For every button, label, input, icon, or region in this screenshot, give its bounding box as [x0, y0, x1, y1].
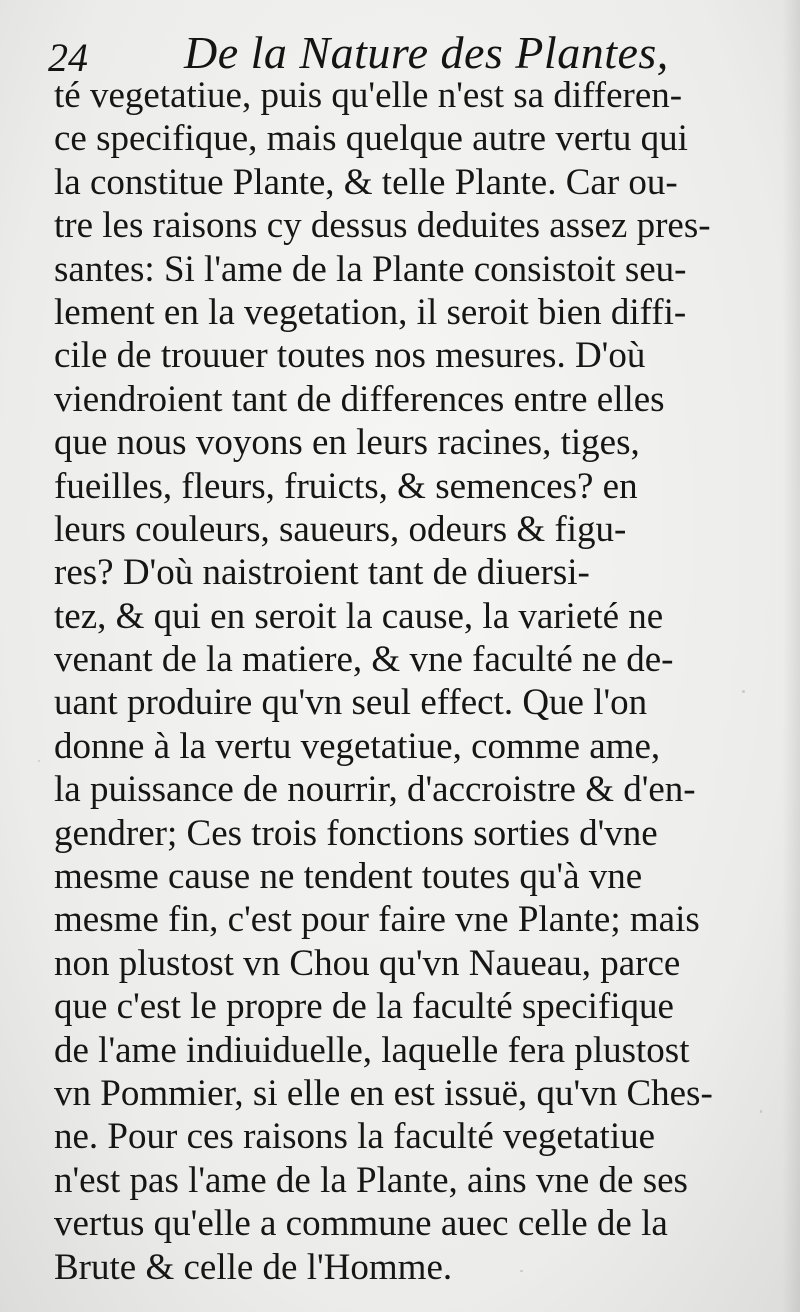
text-line: donne à la vertu vegetatiue, comme ame, [54, 725, 661, 767]
text-line: té vegetatiue, puis qu'elle n'est sa differen- [54, 75, 683, 116]
text-line: venant de la matiere, & vne faculté ne de- [54, 639, 674, 681]
page-number: 24 [48, 35, 88, 80]
text-line: vertus qu'elle a commune auec celle de la [54, 1203, 668, 1245]
text-line: tez, & qui en seroit la cause, la varieté ne [54, 595, 664, 637]
page-edge-shadow [782, 0, 800, 1312]
text-line: que c'est le propre de la faculté specifique [54, 986, 674, 1028]
text-line: mesme cause ne tendent toutes qu'à vne [54, 856, 643, 898]
text-line: la puissance de nourrir, d'accroistre & d'en- [54, 769, 696, 811]
running-title: De la Nature des Plantes, [184, 27, 669, 78]
paper-speck [760, 1110, 762, 1113]
text-line: n'est pas l'ame de la Plante, ains vne de ses [54, 1159, 688, 1201]
text-line: fueilles, fleurs, fruicts, & semences? en [54, 465, 638, 507]
body-text [54, 74, 744, 1289]
running-head [48, 24, 768, 80]
text-line: Brute & celle de l'Homme. [54, 1246, 453, 1288]
paper-speck [38, 760, 40, 762]
text-line: uant produire qu'vn seul effect. Que l'on [54, 682, 648, 724]
text-line: tre les raisons cy dessus deduites assez pres- [54, 205, 711, 247]
text-line: que nous voyons en leurs racines, tiges, [54, 422, 640, 464]
text-line: ce specifique, mais quelque autre vertu qui [54, 118, 688, 160]
paper-speck [520, 1270, 523, 1272]
text-line: gendrer; Ces trois fonctions sorties d'vne [54, 812, 658, 854]
text-line: lement en la vegetation, il seroit bien diffi- [54, 291, 687, 333]
text-line: leurs couleurs, saueurs, odeurs & figu- [54, 508, 627, 550]
text-line: non plustost vn Chou qu'vn Naueau, parce [54, 942, 681, 984]
text-line: mesme fin, c'est pour faire vne Plante; mais [54, 899, 700, 941]
text-line: viendroient tant de differences entre elles [54, 378, 665, 420]
text-line: santes: Si l'ame de la Plante consistoit seu- [54, 248, 687, 290]
text-line: vn Pommier, si elle en est issuë, qu'vn Ches- [54, 1072, 713, 1114]
text-line: la constitue Plante, & telle Plante. Car ou- [54, 161, 678, 203]
text-line: ne. Pour ces raisons la faculté vegetatiue [54, 1116, 656, 1158]
paper-speck [742, 690, 745, 693]
text-line: de l'ame indiuiduelle, laquelle fera plustost [54, 1029, 690, 1071]
text-line: res? D'où naistroient tant de diuersi- [54, 552, 590, 594]
text-line: cile de trouuer toutes nos mesures. D'où [54, 335, 646, 377]
